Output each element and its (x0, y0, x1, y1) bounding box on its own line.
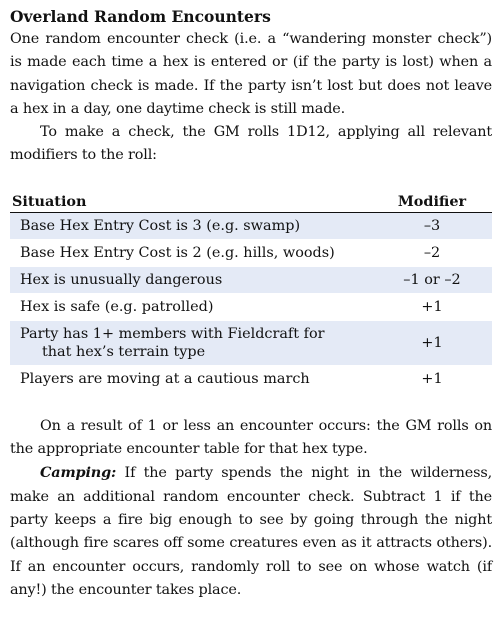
situation-line-continued: that hex’s terrain type (42, 343, 206, 360)
table-row (10, 366, 492, 393)
result-paragraph: On a result of 1 or less an encounter occurs: the GM rolls on the appropriate encounter table for that hex type. (10, 417, 492, 458)
camping-text: If the party spends the night in the wilderness, make an additional random encounter check. Subtract 1 if the party keeps a fire big enough to see by going through the night (although fire scares off some creatures even as it attracts others). If an encounter occurs, randomly roll to see on whose watch (if any!) the encounter takes place. (10, 465, 492, 598)
table-row (10, 267, 492, 294)
modifier-cell: –3 (423, 217, 441, 234)
camping-lead: Camping: (40, 464, 117, 482)
situation-line: Party has 1+ members with Fieldcraft for (20, 325, 325, 342)
section-heading: Overland Random Encounters (10, 7, 271, 26)
situation-cell: Hex is unusually dangerous (20, 271, 223, 288)
modifier-table (10, 188, 492, 393)
intro-paragraph: One random encounter check (i.e. a “wandering monster check”) is made each time a hex is entered or (if the party is lost) when a navigation check is made. If the party isn’t lost but does not leave a hex in a day, one daytime check is still made. (10, 31, 492, 117)
modifier-cell: –1 or –2 (403, 271, 461, 288)
situation-cell (10, 325, 325, 361)
table-header (10, 188, 492, 213)
camping-paragraph (10, 461, 492, 602)
column-header-situation: Situation (12, 192, 87, 210)
check-paragraph: To make a check, the GM rolls 1D12, applying all relevant modifiers to the roll: (10, 124, 492, 164)
situation-cell: Base Hex Entry Cost is 3 (e.g. swamp) (20, 217, 301, 234)
table-row (10, 213, 492, 240)
situation-cell: Base Hex Entry Cost is 2 (e.g. hills, woods) (20, 244, 335, 261)
situation-cell: Hex is safe (e.g. patrolled) (20, 298, 214, 315)
modifier-cell: –2 (423, 244, 441, 261)
situation-cell: Players are moving at a cautious march (20, 370, 310, 387)
modifier-cell: +1 (421, 334, 443, 351)
table-row (10, 294, 492, 321)
modifier-cell: +1 (421, 298, 443, 315)
modifier-cell: +1 (421, 370, 443, 387)
table-row (10, 321, 492, 366)
table-row (10, 240, 492, 267)
column-header-modifier: Modifier (397, 192, 467, 210)
